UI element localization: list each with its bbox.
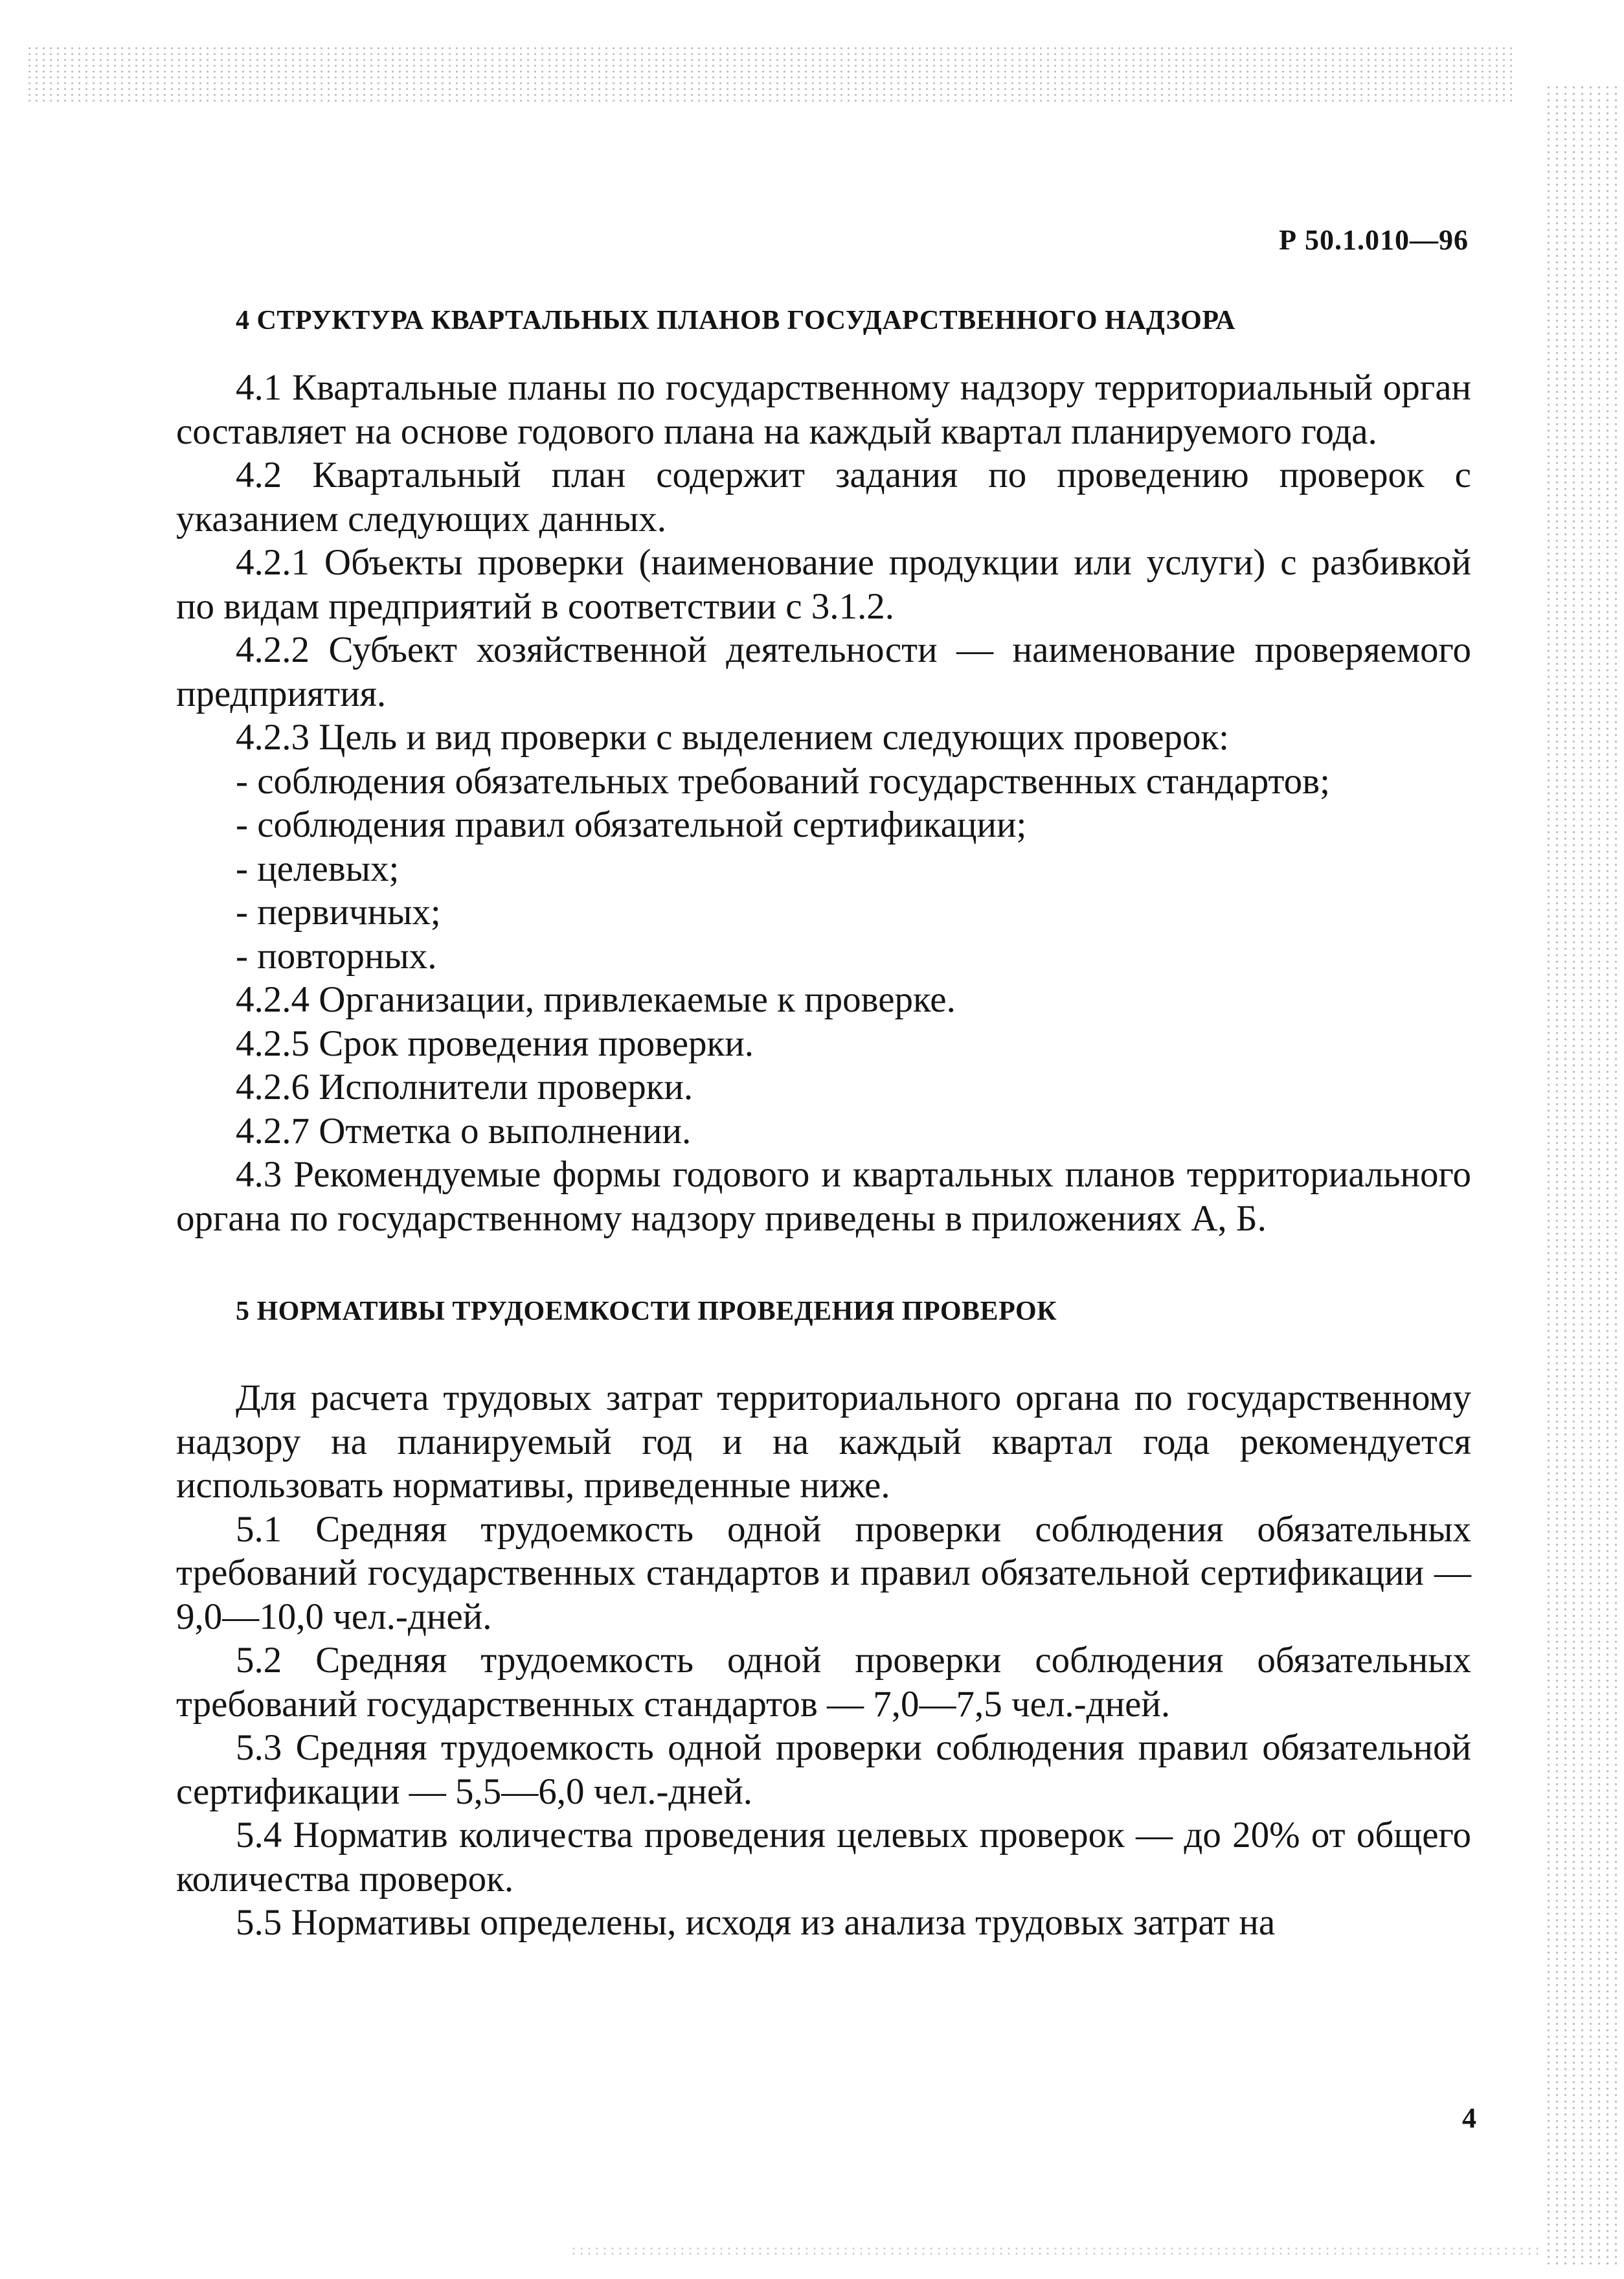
paragraph: 5.3 Средняя трудоемкость одной проверки соблюдения правил обязательной сертификации — 5,5—6,0 чел.-дней. [176, 1727, 1471, 1812]
section-4-heading: 4 СТРУКТУРА КВАРТАЛЬНЫХ ПЛАНОВ ГОСУДАРСТВЕННОГО НАДЗОРА [236, 306, 1235, 335]
section-5-heading: 5 НОРМАТИВЫ ТРУДОЕМКОСТИ ПРОВЕДЕНИЯ ПРОВЕРОК [236, 1297, 1057, 1326]
paragraph: 4.1 Квартальные планы по государственному надзору территориальный орган составляет на основе годового плана на каждый квартал планируемого года. [176, 367, 1471, 452]
paragraph: 4.2.3 Цель и вид проверки с выделением следующих проверок: [236, 717, 1230, 758]
list-item: - целевых; [236, 848, 400, 889]
scan-noise-right [1544, 84, 1619, 2267]
paragraph: 4.2.2 Субъект хозяйственной деятельности — наименование проверяемого предприятия. [176, 629, 1471, 714]
paragraph: Для расчета трудовых затрат территориального органа по государственному надзору на планируемый год и на каждый квартал года рекомендуется использовать нормативы, приведенные ниже. [176, 1378, 1471, 1506]
paragraph: 5.1 Средняя трудоемкость одной проверки соблюдения обязательных требований государственных стандартов и правил обязательной сертификации — 9,0—10,0 чел.-дней. [176, 1508, 1471, 1637]
list-item: - соблюдения правил обязательной сертификации; [236, 804, 1027, 845]
section-4-body [176, 366, 1471, 1240]
paragraph: 4.2.4 Организации, привлекаемые к проверке. [236, 979, 956, 1020]
list-item: - соблюдения обязательных требований государственных стандартов; [236, 760, 1330, 802]
list-item: - первичных; [236, 892, 441, 933]
paragraph: 4.2.6 Исполнители проверки. [236, 1067, 694, 1107]
section-5-body [176, 1376, 1471, 1945]
scan-noise-top [26, 45, 1515, 104]
paragraph: 4.2.7 Отметка о выполнении. [236, 1110, 692, 1151]
paragraph: 4.2 Квартальный план содержит задания по проведению проверок с указанием следующих данных. [176, 455, 1471, 539]
page-body [176, 301, 1471, 1945]
paragraph: 5.5 Нормативы определены, исходя из анализа трудовых затрат на [236, 1902, 1276, 1943]
paragraph: 4.3 Рекомендуемые формы годового и квартальных планов территориального органа по государственному надзору приведены в приложениях А, Б. [176, 1154, 1471, 1239]
paragraph: 4.2.5 Срок проведения проверки. [236, 1023, 754, 1064]
paragraph: 5.4 Норматив количества проведения целевых проверок — до 20% от общего количества проверок. [176, 1815, 1471, 1899]
page-number: 4 [1462, 2102, 1476, 2134]
paragraph: 4.2.1 Объекты проверки (наименование продукции или услуги) с разбивкой по видам предприятий в соответствии с 3.1.2. [176, 542, 1471, 627]
scan-noise-bottom [570, 2246, 1541, 2258]
document-code: Р 50.1.010—96 [1279, 224, 1469, 256]
list-item: - повторных. [236, 935, 437, 977]
paragraph: 5.2 Средняя трудоемкость одной проверки соблюдения обязательных требований государственных стандартов — 7,0—7,5 чел.-дней. [176, 1640, 1471, 1725]
